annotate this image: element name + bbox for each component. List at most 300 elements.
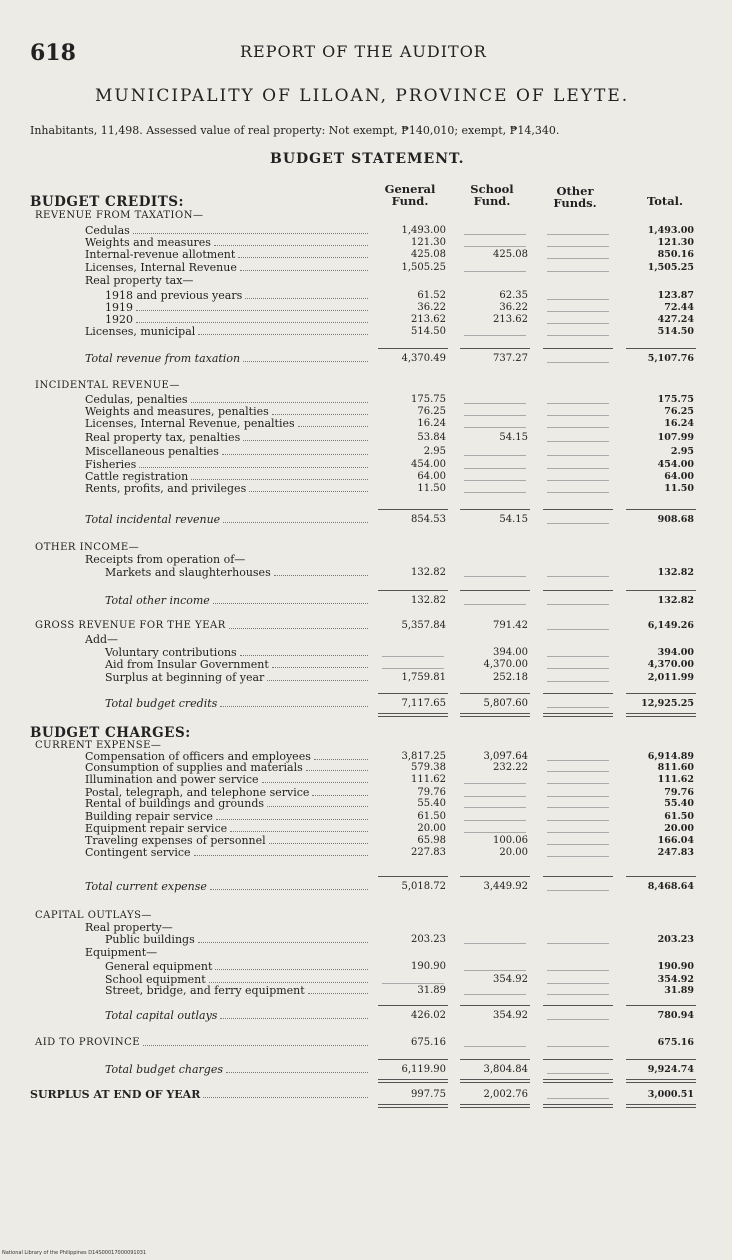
blank-cell <box>547 975 609 984</box>
blank-cell <box>464 419 526 428</box>
blank-cell <box>464 799 526 808</box>
blank-cell <box>547 1011 609 1020</box>
sum-rule <box>626 693 696 694</box>
total-value: 354.92 <box>657 974 694 985</box>
blank-cell <box>547 354 609 363</box>
school-fund-value: 354.92 <box>493 1010 528 1021</box>
dot-leader <box>222 445 368 455</box>
col-school-fund: School Fund. <box>470 182 514 208</box>
row-label: Illumination and power service <box>85 773 259 786</box>
row-label: Cattle registration <box>85 470 189 483</box>
general-fund-value: 55.40 <box>417 798 446 809</box>
blank-cell <box>547 621 609 630</box>
table-row <box>0 248 732 262</box>
dot-leader <box>229 619 368 629</box>
blank-cell <box>547 419 609 428</box>
dot-leader <box>272 405 368 415</box>
general-fund-value: 121.30 <box>411 237 446 248</box>
general-fund-value: 20.00 <box>417 823 446 834</box>
dot-leader <box>298 417 368 427</box>
total-value: 166.04 <box>657 835 694 846</box>
table-row <box>0 1009 732 1023</box>
blank-cell <box>547 250 609 259</box>
table-row <box>0 633 732 647</box>
total-value: 6,914.89 <box>647 751 694 762</box>
dot-leader <box>243 431 368 441</box>
blank-cell <box>547 986 609 995</box>
blank-cell <box>464 568 526 577</box>
general-fund-value: 132.82 <box>411 595 446 606</box>
general-fund-value: 31.89 <box>417 985 446 996</box>
total-value: 76.25 <box>664 406 694 417</box>
total-value: 61.50 <box>664 811 694 822</box>
row-label: Building repair service <box>85 810 213 823</box>
blank-cell <box>547 238 609 247</box>
blank-cell <box>464 484 526 493</box>
blank-cell <box>547 836 609 845</box>
row-label: Rental of buildings and grounds <box>85 797 265 810</box>
dot-leader <box>240 646 368 656</box>
dot-leader <box>191 470 368 480</box>
sum-rule <box>378 590 448 591</box>
blank-cell <box>547 395 609 404</box>
total-value: 2.95 <box>670 446 694 457</box>
general-fund-value: 79.76 <box>417 787 446 798</box>
sum-rule <box>378 1005 448 1006</box>
general-fund-value: 5,018.72 <box>401 881 446 892</box>
double-rule <box>543 1082 613 1083</box>
school-fund-value: 394.00 <box>493 647 528 658</box>
row-label: Internal-revenue allotment <box>85 248 236 261</box>
total-value: 64.00 <box>664 471 694 482</box>
row-label: Add— <box>85 633 119 646</box>
double-rule <box>460 1107 530 1108</box>
general-fund-value: 61.50 <box>417 811 446 822</box>
double-rule <box>378 716 448 717</box>
blank-cell <box>382 660 444 669</box>
sum-rule <box>626 348 696 349</box>
row-label: Aid from Insular Government <box>105 658 269 671</box>
sum-rule <box>378 1059 448 1060</box>
sum-rule <box>626 509 696 510</box>
blank-cell <box>464 788 526 797</box>
general-fund-value: 5,357.84 <box>401 620 446 631</box>
total-value: 514.50 <box>657 326 694 337</box>
school-fund-value: 4,370.00 <box>483 659 528 670</box>
blank-cell <box>547 515 609 524</box>
row-label: AID TO PROVINCE <box>35 1037 141 1048</box>
blank-cell <box>464 824 526 833</box>
double-rule <box>378 1082 448 1083</box>
row-label: Markets and slaughterhouses <box>105 566 271 579</box>
blank-cell <box>547 882 609 891</box>
blank-cell <box>547 484 609 493</box>
total-value: 9,924.74 <box>647 1064 694 1075</box>
sum-rule <box>626 876 696 877</box>
general-fund-value: 64.00 <box>417 471 446 482</box>
general-fund-value: 2.95 <box>423 446 446 457</box>
col-other-funds: Other Funds. <box>553 184 597 210</box>
dot-leader <box>139 458 368 468</box>
blank-cell <box>547 1065 609 1074</box>
school-fund-value: 54.15 <box>499 432 528 443</box>
row-label: REVENUE FROM TAXATION— <box>35 210 204 221</box>
blank-cell <box>547 788 609 797</box>
table-row <box>0 431 732 445</box>
table-row <box>0 960 732 974</box>
blank-cell <box>464 447 526 456</box>
row-label: Cedulas, penalties <box>85 393 188 406</box>
total-value: 850.16 <box>657 249 694 260</box>
row-label: OTHER INCOME— <box>35 542 140 553</box>
row-label: 1918 and previous years <box>105 289 243 302</box>
double-rule <box>626 1079 696 1080</box>
blank-cell <box>464 263 526 272</box>
row-label: Equipment— <box>85 946 158 959</box>
double-rule <box>460 1079 530 1080</box>
total-value: 4,370.00 <box>647 659 694 670</box>
dot-leader <box>267 797 368 807</box>
dot-leader <box>312 786 368 796</box>
dot-leader <box>230 822 368 832</box>
blank-cell <box>464 407 526 416</box>
total-value: 811.60 <box>657 762 694 773</box>
row-label: School equipment <box>105 973 206 986</box>
dot-leader <box>213 594 368 604</box>
blank-cell <box>547 763 609 772</box>
general-fund-value: 1,505.25 <box>401 262 446 273</box>
total-value: 16.24 <box>664 418 694 429</box>
row-label: 1919 <box>105 301 133 314</box>
blank-cell <box>547 799 609 808</box>
blank-cell <box>464 935 526 944</box>
blank-cell <box>464 986 526 995</box>
school-fund-value: 20.00 <box>499 847 528 858</box>
total-value: 132.82 <box>657 567 694 578</box>
row-label: Licenses, Internal Revenue, penalties <box>85 417 295 430</box>
blank-cell <box>547 775 609 784</box>
total-value: 11.50 <box>664 483 694 494</box>
general-fund-value: 111.62 <box>411 774 446 785</box>
row-label: Real property tax, penalties <box>85 431 241 444</box>
general-fund-value: 579.38 <box>411 762 446 773</box>
table-row <box>0 261 732 275</box>
dot-leader <box>223 513 368 523</box>
row-label: Total revenue from taxation <box>85 352 241 365</box>
school-fund-value: 3,449.92 <box>483 881 528 892</box>
total-value: 8,468.64 <box>647 881 694 892</box>
sum-rule <box>378 693 448 694</box>
table-row <box>0 880 732 894</box>
general-fund-value: 997.75 <box>411 1089 446 1100</box>
general-fund-value: 1,759.81 <box>401 672 446 683</box>
total-value: 107.99 <box>657 432 694 443</box>
general-fund-value: 132.82 <box>411 567 446 578</box>
blank-cell <box>547 447 609 456</box>
sum-rule <box>460 1059 530 1060</box>
total-value: 12,925.25 <box>641 698 694 709</box>
double-rule <box>378 1107 448 1108</box>
general-fund-value: 854.53 <box>411 514 446 525</box>
table-row <box>0 553 732 567</box>
sum-rule <box>460 509 530 510</box>
row-label: Fisheries <box>85 458 137 471</box>
table-row <box>0 482 732 496</box>
general-fund-value: 4,370.49 <box>401 353 446 364</box>
general-fund-value: 36.22 <box>417 302 446 313</box>
sum-rule <box>626 1005 696 1006</box>
general-fund-value: 425.08 <box>411 249 446 260</box>
dot-leader <box>272 658 368 668</box>
blank-cell <box>547 962 609 971</box>
row-label: SURPLUS AT END OF YEAR <box>30 1088 201 1101</box>
school-fund-value: 425.08 <box>493 249 528 260</box>
sum-rule <box>460 1005 530 1006</box>
blank-cell <box>547 433 609 442</box>
blank-cell <box>464 962 526 971</box>
school-fund-value: 737.27 <box>493 353 528 364</box>
double-rule <box>626 1082 696 1083</box>
total-value: 132.82 <box>657 595 694 606</box>
double-rule <box>460 716 530 717</box>
municipality-heading: MUNICIPALITY OF LILOAN, PROVINCE OF LEYTE. <box>95 86 630 106</box>
dot-leader <box>191 393 368 403</box>
row-label: CAPITAL OUTLAYS— <box>35 910 152 921</box>
row-label: Surplus at beginning of year <box>105 671 265 684</box>
row-label: Equipment repair service <box>85 822 228 835</box>
footer-credit: National Library of the Philippines D14S00017000091031 <box>2 1250 147 1256</box>
dot-leader <box>194 846 368 856</box>
row-label: Traveling expenses of personnel <box>85 834 266 847</box>
table-row <box>0 671 732 685</box>
double-rule <box>460 713 530 714</box>
school-fund-value: 36.22 <box>499 302 528 313</box>
blank-cell <box>547 648 609 657</box>
table-row <box>0 697 732 711</box>
table-row <box>0 658 732 672</box>
general-fund-value: 53.84 <box>417 432 446 443</box>
blank-cell <box>464 472 526 481</box>
row-label: Licenses, municipal <box>85 325 196 338</box>
blank-cell <box>547 660 609 669</box>
sum-rule <box>378 509 448 510</box>
school-fund-value: 232.22 <box>493 762 528 773</box>
row-label: Compensation of officers and employees <box>85 750 311 763</box>
row-label: 1920 <box>105 313 133 326</box>
table-row <box>0 984 732 998</box>
blank-cell <box>547 1090 609 1099</box>
running-title: REPORT OF THE AUDITOR <box>240 42 487 61</box>
general-fund-value: 227.83 <box>411 847 446 858</box>
table-row <box>0 846 732 860</box>
dot-leader <box>220 1009 368 1019</box>
table-row <box>0 274 732 288</box>
row-label: Contingent service <box>85 846 191 859</box>
row-label: Total budget credits <box>105 697 218 710</box>
sum-rule <box>543 693 613 694</box>
table-row <box>0 209 732 223</box>
blank-cell <box>547 407 609 416</box>
row-label: Weights and measures, penalties <box>85 405 269 418</box>
sum-rule <box>543 1059 613 1060</box>
dot-leader <box>274 566 368 576</box>
school-fund-value: 100.06 <box>493 835 528 846</box>
general-fund-value: 175.75 <box>411 394 446 405</box>
sum-rule <box>460 348 530 349</box>
dot-leader <box>198 325 368 335</box>
blank-cell <box>547 472 609 481</box>
table-row <box>0 933 732 947</box>
dot-leader <box>203 1088 368 1098</box>
dot-leader <box>245 289 368 299</box>
row-label: Real property— <box>85 921 173 934</box>
row-label: Licenses, Internal Revenue <box>85 261 237 274</box>
sum-rule <box>543 590 613 591</box>
row-label: Rents, profits, and privileges <box>85 482 247 495</box>
double-rule <box>460 1104 530 1105</box>
table-row <box>0 566 732 580</box>
blank-cell <box>547 848 609 857</box>
sum-rule <box>378 348 448 349</box>
dot-leader <box>220 697 368 707</box>
row-label: Cedulas <box>85 224 130 237</box>
general-fund-value: 3,817.25 <box>401 751 446 762</box>
table-row <box>0 417 732 431</box>
row-label: CURRENT EXPENSE— <box>35 740 162 751</box>
dot-leader <box>216 810 368 820</box>
total-value: 780.94 <box>657 1010 694 1021</box>
sum-rule <box>543 348 613 349</box>
dot-leader <box>306 761 368 771</box>
total-value: 79.76 <box>664 787 694 798</box>
dot-leader <box>314 750 368 760</box>
general-fund-value: 16.24 <box>417 418 446 429</box>
table-row <box>0 594 732 608</box>
total-value: 1,493.00 <box>647 225 694 236</box>
school-fund-value: 54.15 <box>499 514 528 525</box>
row-label: Total incidental revenue <box>85 513 221 526</box>
blank-cell <box>547 291 609 300</box>
table-row <box>0 325 732 339</box>
blank-cell <box>464 460 526 469</box>
school-fund-value: 252.18 <box>493 672 528 683</box>
blank-cell <box>547 460 609 469</box>
double-rule <box>543 1107 613 1108</box>
row-label: Real property tax— <box>85 274 194 287</box>
general-fund-value: 514.50 <box>411 326 446 337</box>
total-value: 175.75 <box>657 394 694 405</box>
total-value: 121.30 <box>657 237 694 248</box>
general-fund-value: 190.90 <box>411 961 446 972</box>
dot-leader <box>136 301 368 311</box>
dot-leader <box>215 960 368 970</box>
dot-leader <box>269 834 368 844</box>
blank-cell <box>464 238 526 247</box>
dot-leader <box>133 224 368 234</box>
dot-leader <box>267 671 368 681</box>
total-value: 190.90 <box>657 961 694 972</box>
sum-rule <box>543 876 613 877</box>
table-row <box>0 445 732 459</box>
total-value: 2,011.99 <box>647 672 694 683</box>
dot-leader <box>198 933 368 943</box>
general-fund-value: 203.23 <box>411 934 446 945</box>
total-value: 675.16 <box>657 1037 694 1048</box>
total-value: 55.40 <box>664 798 694 809</box>
total-value: 31.89 <box>664 985 694 996</box>
row-label: BUDGET CREDITS: <box>30 194 185 210</box>
total-value: 3,000.51 <box>647 1089 694 1100</box>
total-value: 908.68 <box>657 514 694 525</box>
dot-leader <box>262 773 368 783</box>
blank-cell <box>464 775 526 784</box>
total-value: 123.87 <box>657 290 694 301</box>
school-fund-value: 3,804.84 <box>483 1064 528 1075</box>
dot-leader <box>308 984 368 994</box>
sum-rule <box>626 1059 696 1060</box>
dot-leader <box>136 313 368 323</box>
table-row <box>0 195 732 209</box>
row-label: Miscellaneous penalties <box>85 445 219 458</box>
table-row <box>0 773 732 787</box>
double-rule <box>626 1107 696 1108</box>
table-row <box>0 1036 732 1050</box>
school-fund-value: 791.42 <box>493 620 528 631</box>
table-row <box>0 1063 732 1077</box>
row-label: Total other income <box>105 594 210 607</box>
school-fund-value: 2,002.76 <box>483 1089 528 1100</box>
row-label: Voluntary contributions <box>105 646 237 659</box>
general-fund-value: 213.62 <box>411 314 446 325</box>
page-number: 618 <box>30 40 76 66</box>
blank-cell <box>547 226 609 235</box>
col-total: Total. <box>646 194 684 208</box>
blank-cell <box>547 303 609 312</box>
row-label: Total current expense <box>85 880 207 893</box>
school-fund-value: 3,097.64 <box>483 751 528 762</box>
blank-cell <box>464 395 526 404</box>
row-label: Weights and measures <box>85 236 211 249</box>
general-fund-value: 6,119.90 <box>401 1064 446 1075</box>
row-label: Public buildings <box>105 933 195 946</box>
dot-leader <box>226 1063 368 1073</box>
general-fund-value: 7,117.65 <box>401 698 446 709</box>
general-fund-value: 61.52 <box>417 290 446 301</box>
total-value: 1,505.25 <box>647 262 694 273</box>
row-label: Receipts from operation of— <box>85 553 246 566</box>
general-fund-value: 1,493.00 <box>401 225 446 236</box>
blank-cell <box>464 1038 526 1047</box>
row-label: Street, bridge, and ferry equipment <box>105 984 305 997</box>
double-rule <box>626 713 696 714</box>
sum-rule <box>460 590 530 591</box>
table-row <box>0 513 732 527</box>
general-fund-value: 11.50 <box>417 483 446 494</box>
dot-leader <box>249 482 368 492</box>
double-rule <box>378 1079 448 1080</box>
col-general-fund: General Fund. <box>384 182 436 208</box>
double-rule <box>543 1104 613 1105</box>
general-fund-value: 76.25 <box>417 406 446 417</box>
blank-cell <box>547 699 609 708</box>
inhabitants-line: Inhabitants, 11,498. Assessed value of real property: Not exempt, ₱140,010; exempt, ₱14,340. <box>30 124 560 137</box>
row-label: GROSS REVENUE FOR THE YEAR <box>35 620 226 631</box>
blank-cell <box>464 327 526 336</box>
table-row <box>0 619 732 633</box>
table-row <box>0 946 732 960</box>
blank-cell <box>464 596 526 605</box>
blank-cell <box>382 975 444 984</box>
